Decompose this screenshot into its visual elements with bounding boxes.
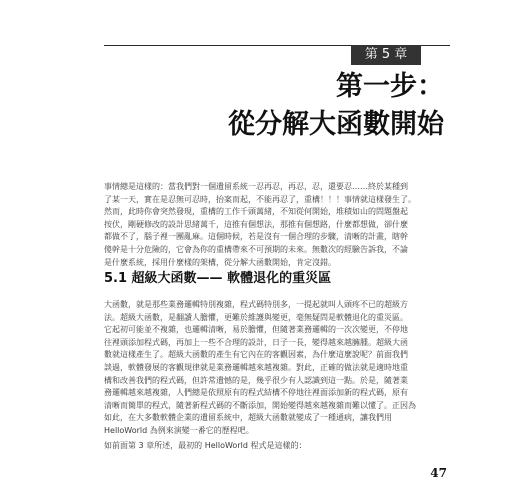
- body-paragraph: [104, 299, 444, 438]
- text-line: 按伏，剛硬修改的設計思緒萬千，這推有個想法，那推有個想路，什麼都想做，卻什麼: [104, 219, 408, 229]
- text-line: 傻幹是十分危險的，它會為你的重構帶來不可預期的未來。無數次的經驗告訴我，不論: [104, 244, 408, 254]
- text-line: 法。超級大函數，是翻讀人膽懼，更難於維護與變更，毫無疑問是軟體退化的重災區。: [104, 312, 408, 322]
- text-line: 數就這樣產生了。超級大函數的產生有它內在的客觀因素，為什麼這麼說呢？前面我們: [104, 350, 408, 360]
- chapter-title-line-1: 第一步：: [336, 71, 444, 102]
- text-line: 談過，軟體發展的客觀規律就是業務邏輯越來越複雜。對此，正確的做法就是適時地重: [104, 362, 408, 372]
- text-line: 構和改善我們的程式碼，但許常遺憾的是，幾乎很少有人認識到這一點。於是，隨著業: [104, 375, 408, 385]
- text-line: 了某一天，實在是忍無可忍時，抬案而起，不能再忍了，重構！！！事情就這樣發生了。: [104, 194, 416, 204]
- text-line: 然而，此時你會突然發現，重構的工作千頭萬緒，不知從何開始，堆積如山的問題盤起: [104, 207, 408, 217]
- chapter-title-line-2: 從分解大函數開始: [228, 109, 444, 140]
- closing-paragraph: [104, 440, 444, 453]
- text-line: 是什麼系統，採用什麼樣的架構，從分解大函數開始，肯定沒錯。: [104, 257, 336, 267]
- text-line: 如前面第 3 章所述，最初的 HelloWorld 程式是這樣的：: [104, 441, 307, 450]
- text-line: 它起初可能並不複雜，也邏輯清晰，易於膽懼，但隨著業務邏輯的一次次變更，不停地: [104, 325, 408, 335]
- text-line: 往裡頭添加程式碼，再加上一些不合理的設計，日子一長，變得越來越臃腫。超級大函: [104, 337, 408, 347]
- section-heading: 5.1 超級大函數—— 軟體退化的重災區: [104, 271, 332, 286]
- text-line: 清晰而簡單的程式，隨著新程式碼的不斷添加，開始變得越來越複雜而難以懂了。正因為: [104, 400, 416, 410]
- text-line: HelloWorld 為例來演變一番它的歷程吧。: [104, 425, 254, 435]
- text-line: 務邏輯越來越複雜，人們總是依照原有的程式結構不停地往裡面添加新的程式碼，原有: [104, 388, 408, 398]
- text-line: 事情總是這樣的：當我們對一個遺留系統一忍再忍，再忍，忍，還要忍……終於某種到: [104, 182, 408, 191]
- chapter-tab: 第 5 章: [351, 45, 421, 65]
- intro-paragraph: [104, 181, 444, 269]
- text-line: 大函數，就是那些業務邏輯特別複雜，程式碼特別多，一提起就叫人頭疼不已的超級方: [104, 300, 408, 309]
- text-line: 都做不了，腦子裡一團亂麻。這個時候，若是沒有一個合理的步驟，清晰的計畫，瞎幹: [104, 232, 408, 242]
- text-line: 如此，在大多數軟體企業的遺留系統中，超級大函數就變成了一種通病，讓我們用: [104, 413, 392, 423]
- page-number: 47: [430, 466, 447, 480]
